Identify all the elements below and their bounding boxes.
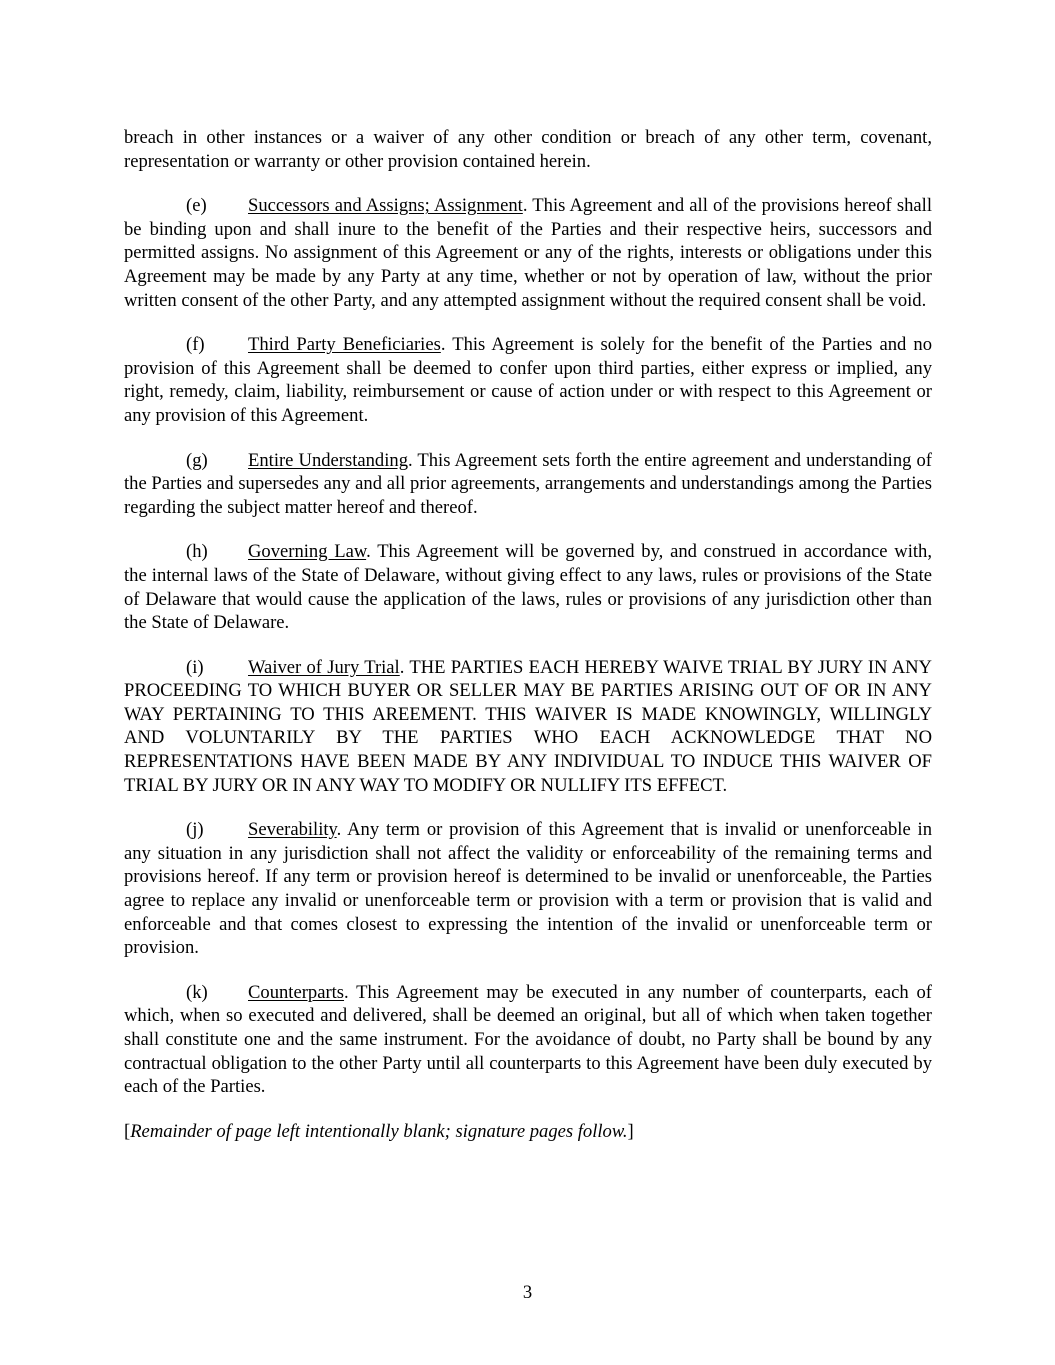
closing-close-bracket: ] (627, 1120, 634, 1142)
section-heading: Successors and Assigns; Assignment (248, 195, 523, 217)
section-label: (k) (186, 981, 208, 1003)
section-heading: Severability (248, 819, 337, 841)
section-heading: Waiver of Jury Trial (248, 656, 400, 678)
section-label: (i) (186, 656, 204, 678)
section-h (124, 540, 932, 634)
section-j (124, 818, 932, 960)
section-text: . THE PARTIES EACH HEREBY WAIVE TRIAL BY JURY IN ANY PROCEEDING TO WHICH BUYER OR SELLER MAY BE PARTIES ARISING OUT OF OR IN ANY WAY PERTAINING TO THIS AREEMENT. THIS WAIVER IS MADE KNOWINGLY, WILLINGLY AND VOLUNTARILY BY THE PARTIES WHO EACH ACKNOWLEDGE THAT NO REPRESENTATIONS HAVE BEEN MADE BY ANY INDIVIDUAL TO INDUCE THIS WAIVER OF TRIAL BY JURY OR IN ANY WAY TO MODIFY OR NULLIFY ITS EFFECT. (124, 656, 932, 796)
closing-note (124, 1120, 932, 1144)
section-text: . This Agreement will be governed by, and construed in accordance with, the internal laws of the State of Delaware, without giving effect to any laws, rules or provisions of the State of Delaware that would cause the application of the laws, rules or provisions of any jurisdiction other than the State of Delaware. (124, 541, 932, 634)
page-number: 3 (522, 1282, 533, 1303)
section-label: (e) (186, 195, 207, 217)
closing-text: Remainder of page left intentionally blank; signature pages follow. (130, 1120, 628, 1142)
section-heading: Counterparts (248, 981, 345, 1003)
section-text: . Any term or provision of this Agreement that is invalid or unenforceable in any situation in any jurisdiction shall not affect the validity or enforceability of the remaining terms and provisions hereof. If any term or provision hereof is determined to be invalid or unenforceable, the Parties agree to replace any invalid or unenforceable term or provision with a term or provision that is valid and enforceable and that comes closest to expressing the intention of the invalid or unenforceable term or provision. (124, 819, 932, 959)
section-text: . This Agreement is solely for the benefit of the Parties and no provision of this Agreement shall be deemed to confer upon third parties, either express or implied, any right, remedy, claim, liability, reimbursement or cause of action under or with respect to this Agreement or any provision of this Agreement. (124, 334, 932, 426)
section-heading: Entire Understanding (248, 449, 408, 471)
section-heading: Governing Law (248, 541, 367, 563)
section-text: . This Agreement may be executed in any number of counterparts, each of which, when so executed and delivered, shall be deemed an original, but all of which when taken together shall constitute one and the same instrument. For the avoidance of doubt, no Party shall be bound by any contractual obligation to the other Party until all counterparts to this Agreement have been duly executed by each of the Parties. (124, 981, 932, 1098)
section-i (124, 656, 932, 798)
section-k (124, 981, 932, 1099)
section-label: (h) (186, 541, 208, 563)
section-e (124, 194, 932, 312)
section-text: . This Agreement sets forth the entire agreement and understanding of the Parties and supersedes any and all prior agreements, arrangements and understandings among the Parties regarding the subject matter hereof and thereof. (124, 449, 932, 518)
section-text: . This Agreement and all of the provisions hereof shall be binding upon and shall inure to the benefit of the Parties and their respective heirs, successors and permitted assigns. No assignment of this Agreement or any of the rights, interests or obligations under this Agreement may be made by any Party at any time, whether or not by operation of law, without the prior written consent of the other Party, and any attempted assignment without the required consent shall be void. (124, 195, 933, 311)
section-label: (g) (186, 449, 208, 471)
section-label: (f) (186, 334, 205, 356)
section-heading: Third Party Beneficiaries (248, 334, 441, 356)
section-label: (j) (186, 819, 204, 841)
document-body (124, 126, 932, 1164)
section-f (124, 333, 932, 427)
continuation-paragraph: breach in other instances or a waiver of any other condition or breach of any other term, covenant, representation or warranty or other provision contained herein. (124, 127, 932, 172)
section-g (124, 449, 932, 520)
closing-open-bracket: [ (124, 1120, 131, 1142)
